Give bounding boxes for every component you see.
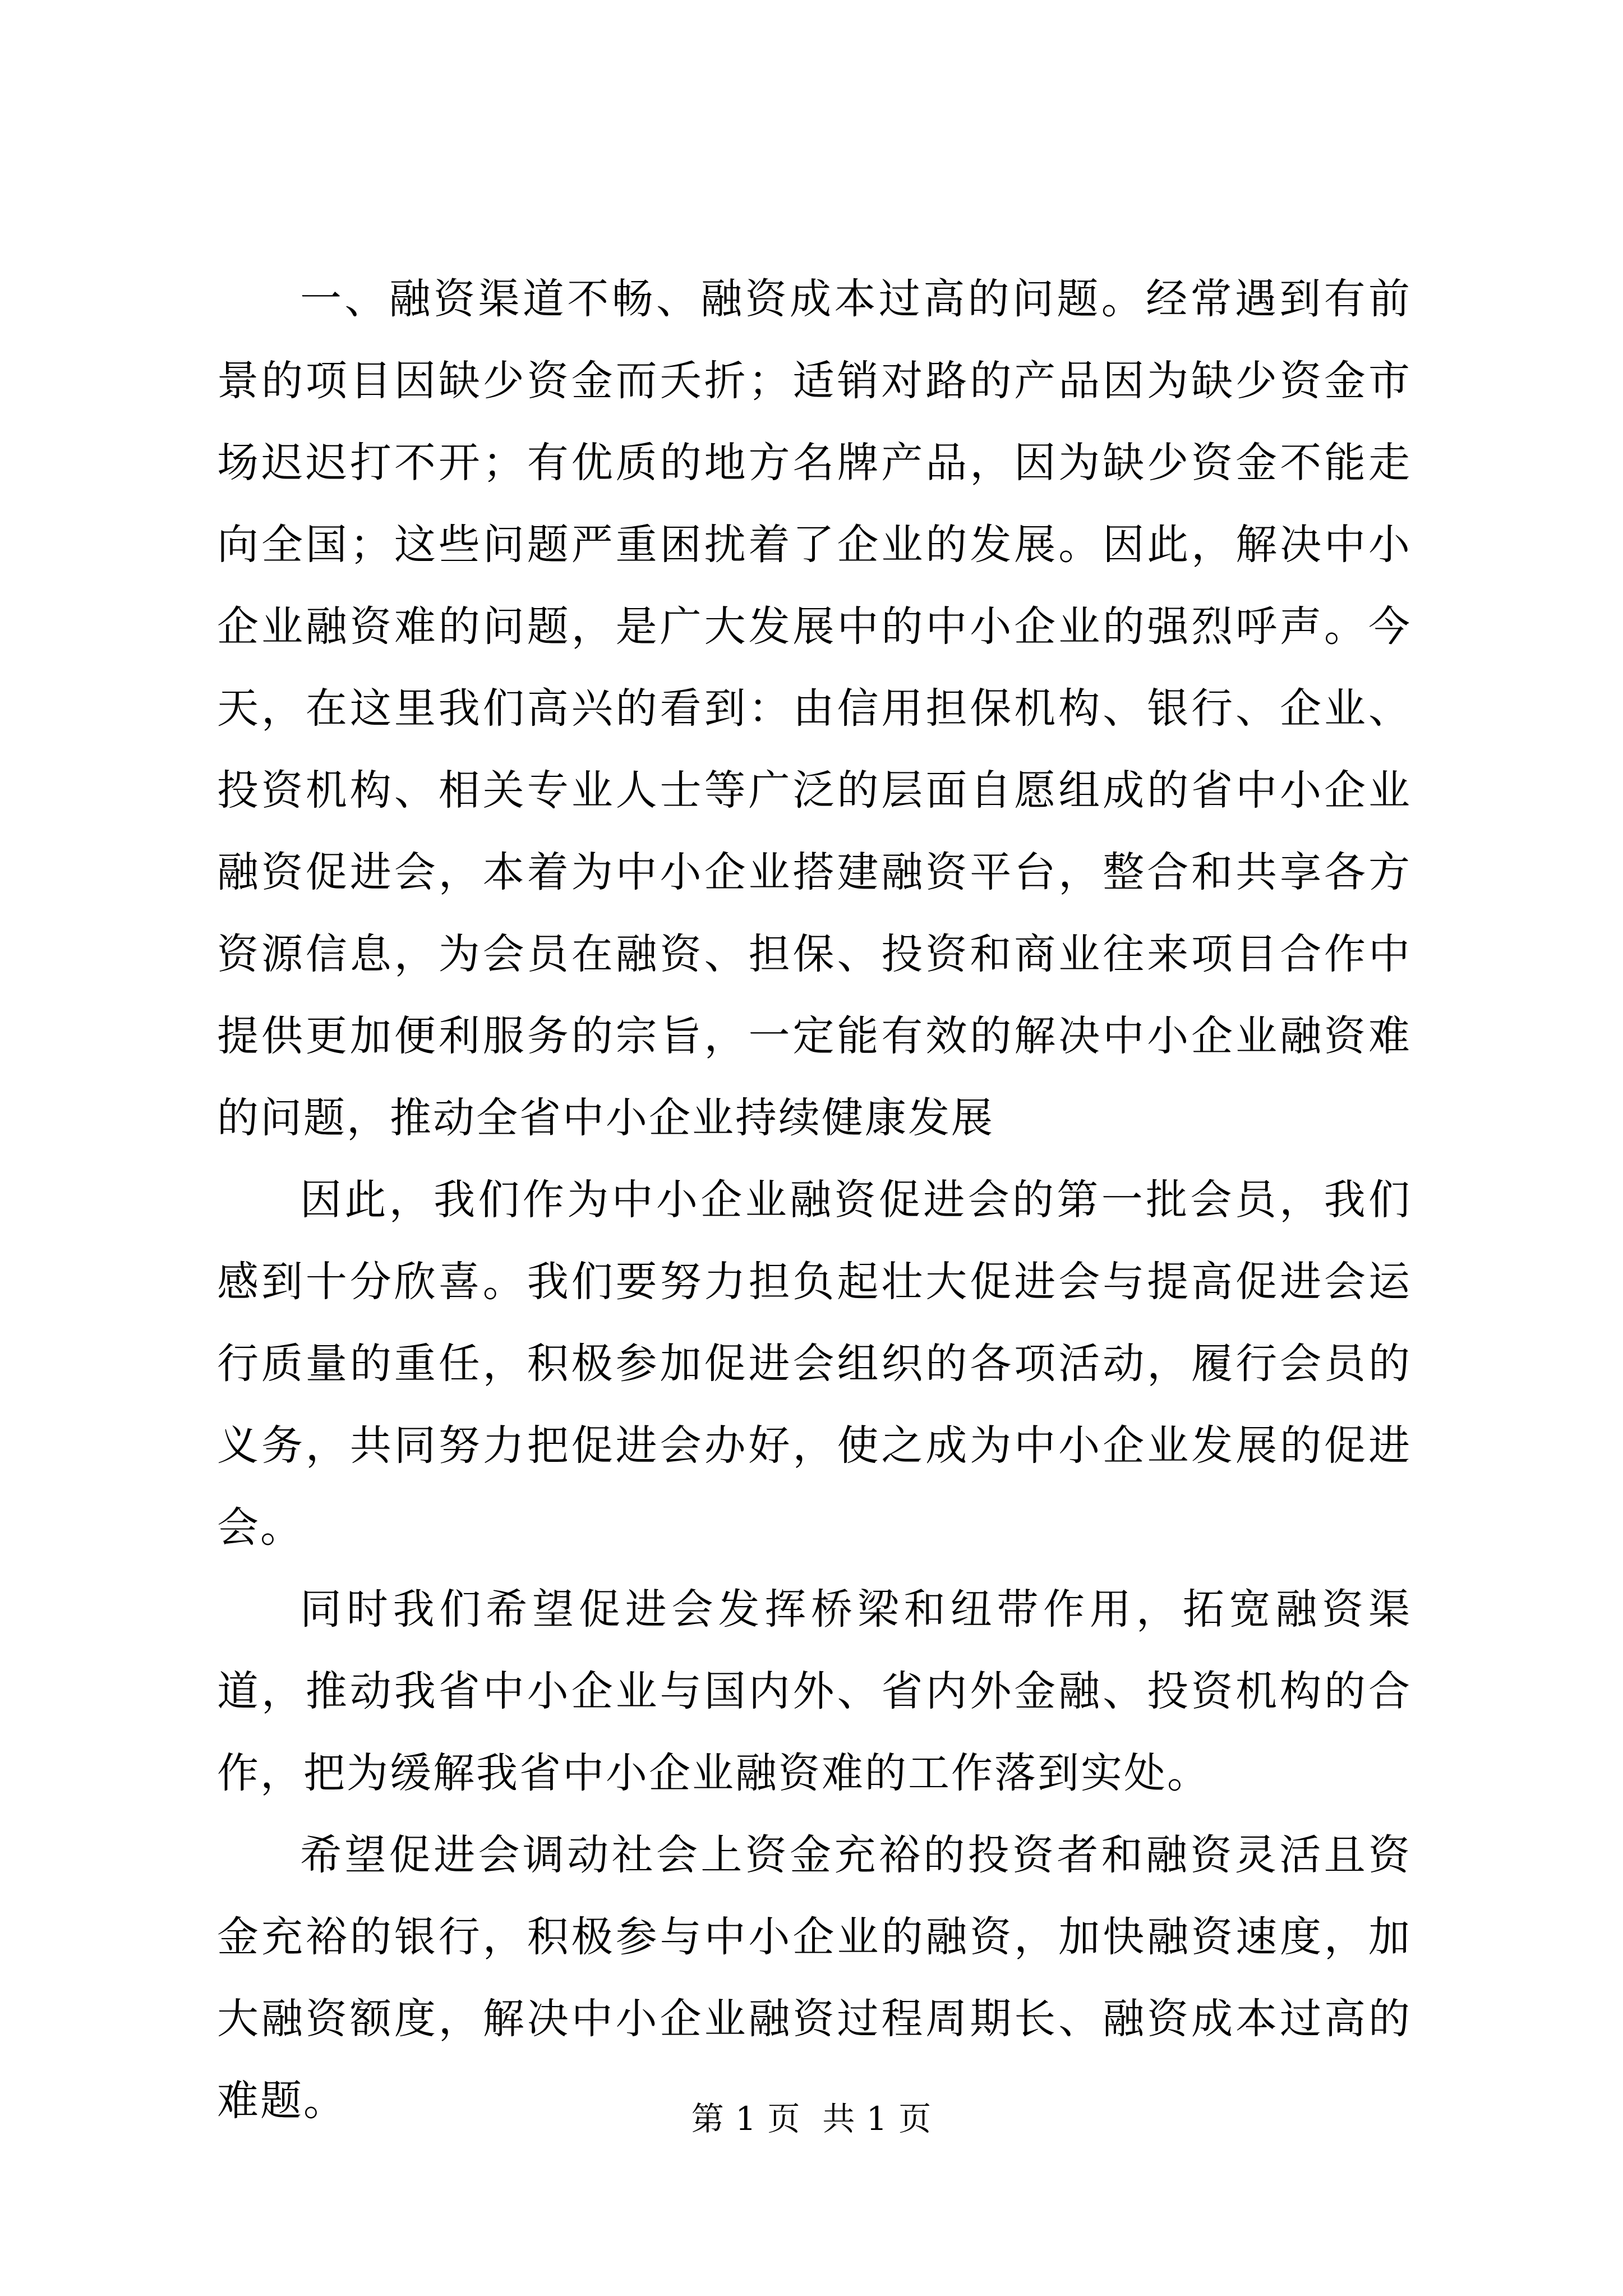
page-footer xyxy=(0,2099,1623,2138)
paragraph-first-members: 因此，我们作为中小企业融资促进会的第一批会员，我们感到十分欣喜。我们要努力担负起壮大促进会与提高促进会运行质量的重任，积极参加促进会组织的各项活动，履行会员的义务，共同努力把促进会办好，使之成为中小企业发展的促进会。 xyxy=(217,1176,1412,1552)
paragraph-bridge-role: 同时我们希望促进会发挥桥梁和纽带作用，拓宽融资渠道，推动我省中小企业与国内外、省内外金融、投资机构的合作，把为缓解我省中小企业融资难的工作落到实处。 xyxy=(217,1585,1412,1797)
document-body xyxy=(217,258,1412,2142)
paragraph-investor-hope: 希望促进会调动社会上资金充裕的投资者和融资灵活且资金充裕的银行，积极参与中小企业的融资，加快融资速度，加大融资额度，解决中小企业融资过程周期长、融资成本过高的难题。 xyxy=(217,1831,1412,2125)
page-number-label: 第 1 页 共 1 页 xyxy=(691,2100,932,2138)
paragraph-financing-problem: 一、融资渠道不畅、融资成本过高的问题。经常遇到有前景的项目因缺少资金而夭折；适销对路的产品因为缺少资金市场迟迟打不开；有优质的地方名牌产品，因为缺少资金不能走向全国；这些问题严重困扰着了企业的发展。因此，解决中小企业融资难的问题，是广大发展中的中小企业的强烈呼声。今天，在这里我们高兴的看到：由信用担保机构、银行、企业、投资机构、相关专业人士等广泛的层面自愿组成的省中小企业融资促进会，本着为中小企业搭建融资平台，整合和共享各方资源信息，为会员在融资、担保、投资和商业往来项目合作中提供更加便利服务的宗旨，一定能有效的解决中小企业融资难的问题，推动全省中小企业持续健康发展 xyxy=(217,275,1412,1142)
